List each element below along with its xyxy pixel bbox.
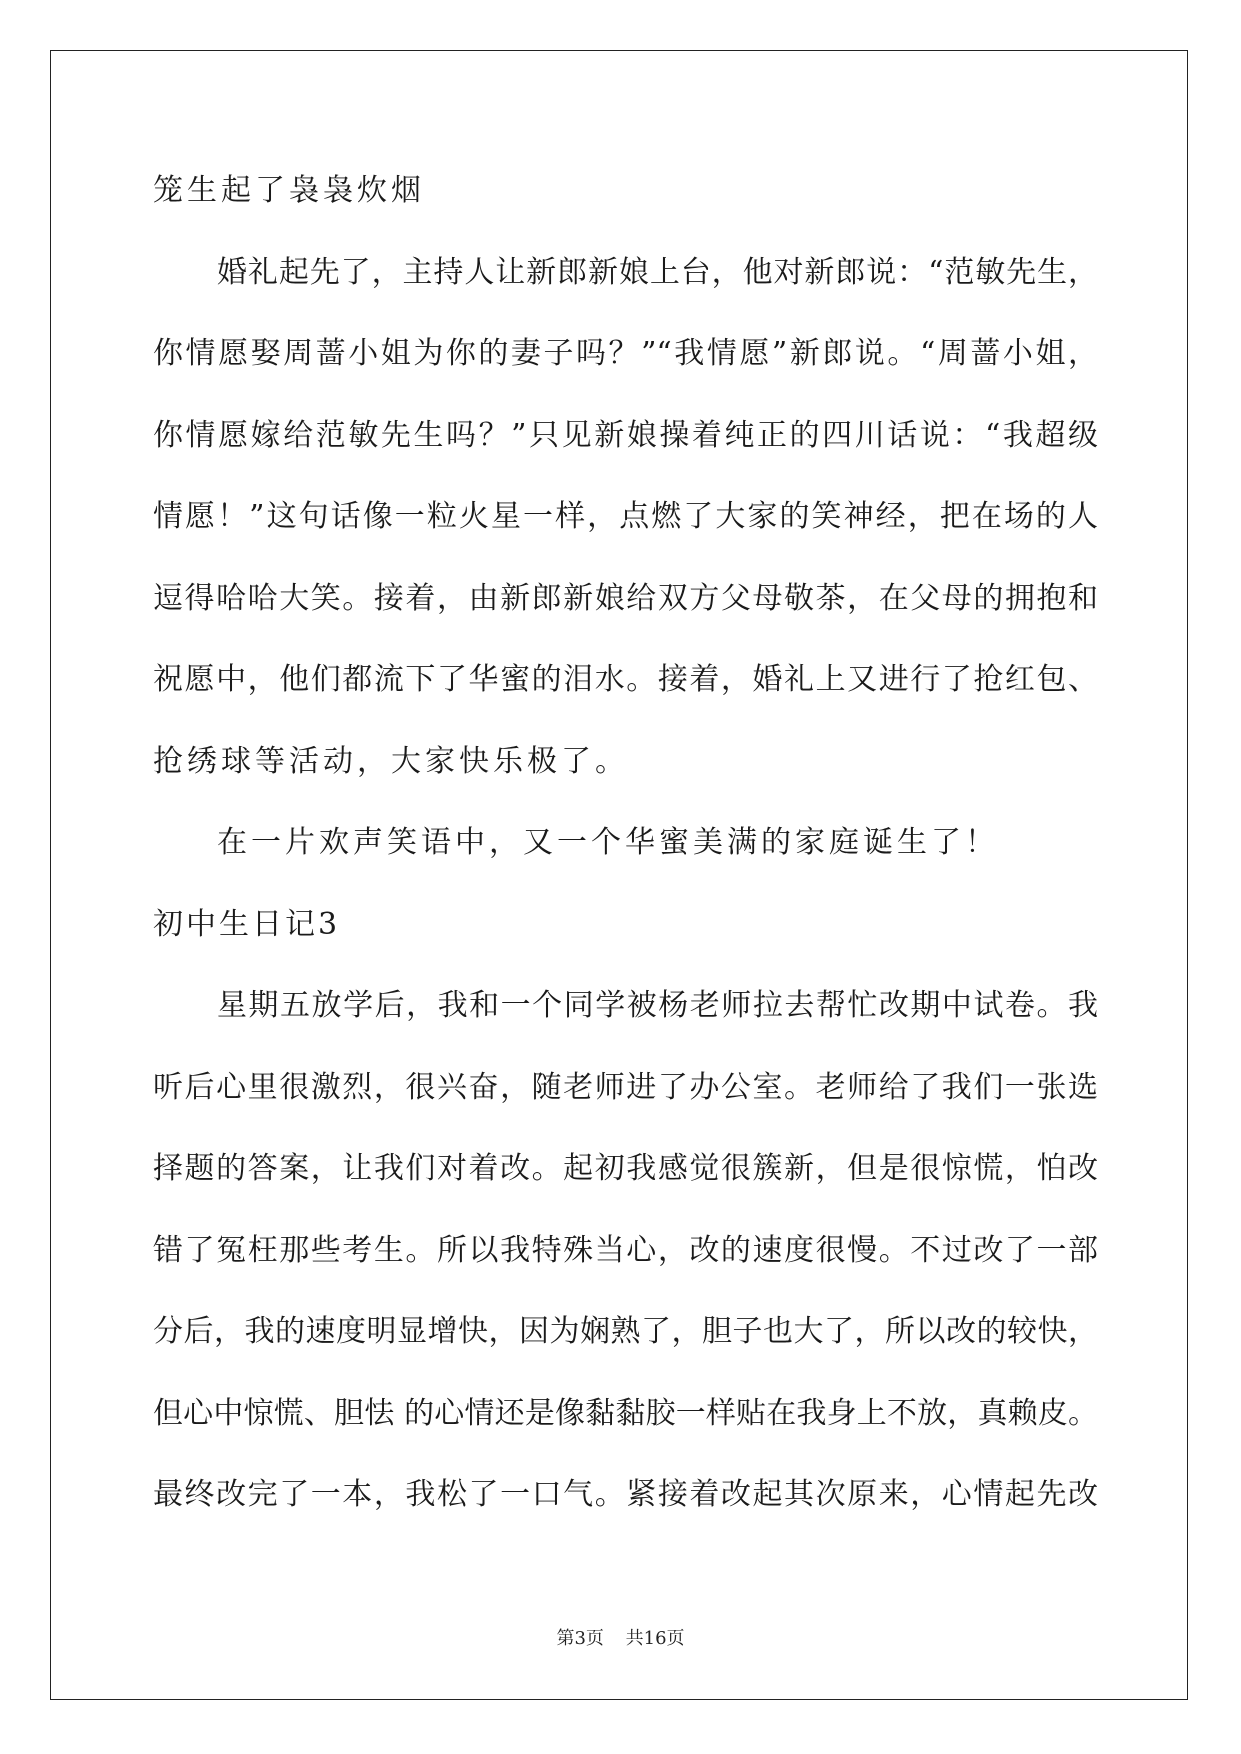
paragraph-line: 分后，我的速度明显增快，因为娴熟了，胆子也大了，所以改的较快，: [153, 1314, 1098, 1349]
paragraph-line: 抢绣球等活动，大家快乐极了。: [153, 743, 629, 779]
paragraph-line: 祝愿中，他们都流下了华蜜的泪水。接着，婚礼上又进行了抢红包、: [153, 662, 1098, 697]
paragraph-line: 最终改完了一本，我松了一口气。紧接着改起其次原来，心情起先改: [153, 1477, 1098, 1512]
paragraph-line: 逗得哈哈大笑。接着，由新郎新娘给双方父母敬茶，在父母的拥抱和: [153, 580, 1098, 616]
paragraph-line: 情愿！”这句话像一粒火星一样，点燃了大家的笑神经，把在场的人: [153, 499, 1098, 534]
paragraph-line: 听后心里很激烈，很兴奋，随老师进了办公室。老师给了我们一张选: [153, 1069, 1098, 1105]
section-heading: 初中生日记3: [153, 906, 341, 942]
paragraph-line: 星期五放学后，我和一个同学被杨老师拉去帮忙改期中试卷。我: [217, 988, 1098, 1023]
paragraph-line: 但心中惊慌、胆怯 的心情还是像黏黏胶一样贴在我身上不放，真赖皮。: [153, 1395, 1098, 1431]
page-footer: [0, 1624, 1241, 1650]
paragraph-line: 婚礼起先了，主持人让新郎新娘上台，他对新郎说：“范敏先生，: [217, 254, 1098, 290]
page-number: 第3页: [556, 1628, 604, 1649]
paragraph-line: 你情愿嫁给范敏先生吗？”只见新娘操着纯正的四川话说：“我超级: [153, 417, 1098, 453]
text-line: 笼生起了袅袅炊烟: [153, 173, 425, 208]
paragraph-line: 在一片欢声笑语中，又一个华蜜美满的家庭诞生了！: [217, 825, 999, 860]
paragraph-line: 你情愿娶周蔷小姐为你的妻子吗？”“我情愿”新郎说。“周蔷小姐，: [153, 336, 1098, 371]
document-body: [153, 150, 1098, 1536]
paragraph-line: 择题的答案，让我们对着改。起初我感觉很簇新，但是很惊慌，怕改: [153, 1151, 1098, 1186]
page-total: 共16页: [625, 1628, 685, 1649]
paragraph-line: 错了冤枉那些考生。所以我特殊当心，改的速度很慢。不过改了一部: [153, 1232, 1098, 1268]
